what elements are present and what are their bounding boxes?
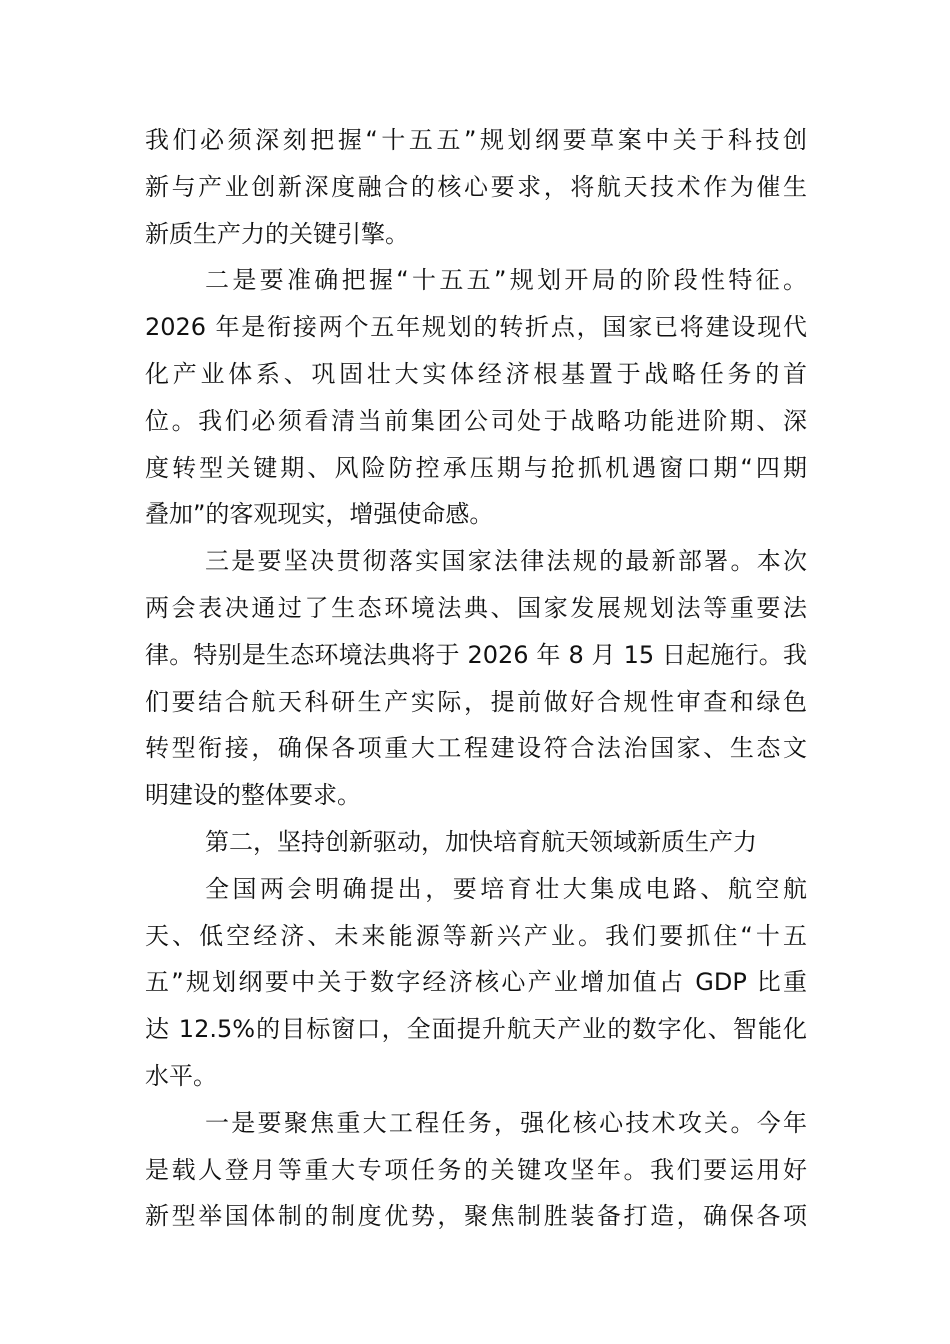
- text-line: 新型举国体制的制度优势，聚焦制胜装备打造，确保各项: [145, 1202, 807, 1231]
- text-line: 们要结合航天科研生产实际，提前做好合规性审查和绿色: [145, 687, 807, 716]
- text-line: 是载人登月等重大专项任务的关键攻坚年。我们要运用好: [145, 1155, 807, 1184]
- text-line: 位。我们必须看清当前集团公司处于战略功能进阶期、深: [145, 406, 807, 435]
- text-line: 转型衔接，确保各项重大工程建设符合法治国家、生态文: [145, 734, 807, 763]
- text-line: 一是要聚焦重大工程任务，强化核心技术攻关。今年: [205, 1108, 807, 1137]
- paragraph: [145, 117, 807, 257]
- text-line: 天、低空经济、未来能源等新兴产业。我们要抓住“十五: [145, 921, 807, 950]
- text-line: 新质生产力的关键引擎。: [145, 219, 409, 248]
- text-line: 2026 年是衔接两个五年规划的转折点，国家已将建设现代: [145, 313, 807, 342]
- text-line: 新与产业创新深度融合的核心要求，将航天技术作为催生: [145, 172, 807, 201]
- paragraph: [145, 538, 807, 819]
- text-line: 叠加”的客观现实，增强使命感。: [145, 500, 494, 529]
- text-line: 二是要准确把握“十五五”规划开局的阶段性特征。: [205, 266, 807, 295]
- document-body: [145, 117, 807, 1240]
- paragraph: [145, 819, 807, 866]
- text-line: 全国两会明确提出，要培育壮大集成电路、航空航: [205, 874, 807, 903]
- text-line: 明建设的整体要求。: [145, 781, 361, 810]
- text-line: 我们必须深刻把握“十五五”规划纲要草案中关于科技创: [145, 126, 807, 154]
- text-line: 两会表决通过了生态环境法典、国家发展规划法等重要法: [145, 593, 807, 622]
- text-line: 第二，坚持创新驱动，加快培育航天领域新质生产力: [205, 827, 757, 856]
- text-line: 律。特别是生态环境法典将于 2026 年 8 月 15 日起施行。我: [145, 640, 807, 669]
- text-line: 三是要坚决贯彻落实国家法律法规的最新部署。本次: [205, 547, 807, 576]
- text-line: 化产业体系、巩固壮大实体经济根基置于战略任务的首: [145, 359, 807, 388]
- paragraph: [145, 866, 807, 1100]
- text-line: 达 12.5%的目标窗口，全面提升航天产业的数字化、智能化: [145, 1015, 807, 1044]
- paragraph: [145, 257, 807, 538]
- text-line: 度转型关键期、风险防控承压期与抢抓机遇窗口期“四期: [145, 453, 807, 482]
- text-line: 水平。: [145, 1061, 217, 1090]
- text-line: 五”规划纲要中关于数字经济核心产业增加值占 GDP 比重: [145, 968, 807, 997]
- paragraph: [145, 1100, 807, 1240]
